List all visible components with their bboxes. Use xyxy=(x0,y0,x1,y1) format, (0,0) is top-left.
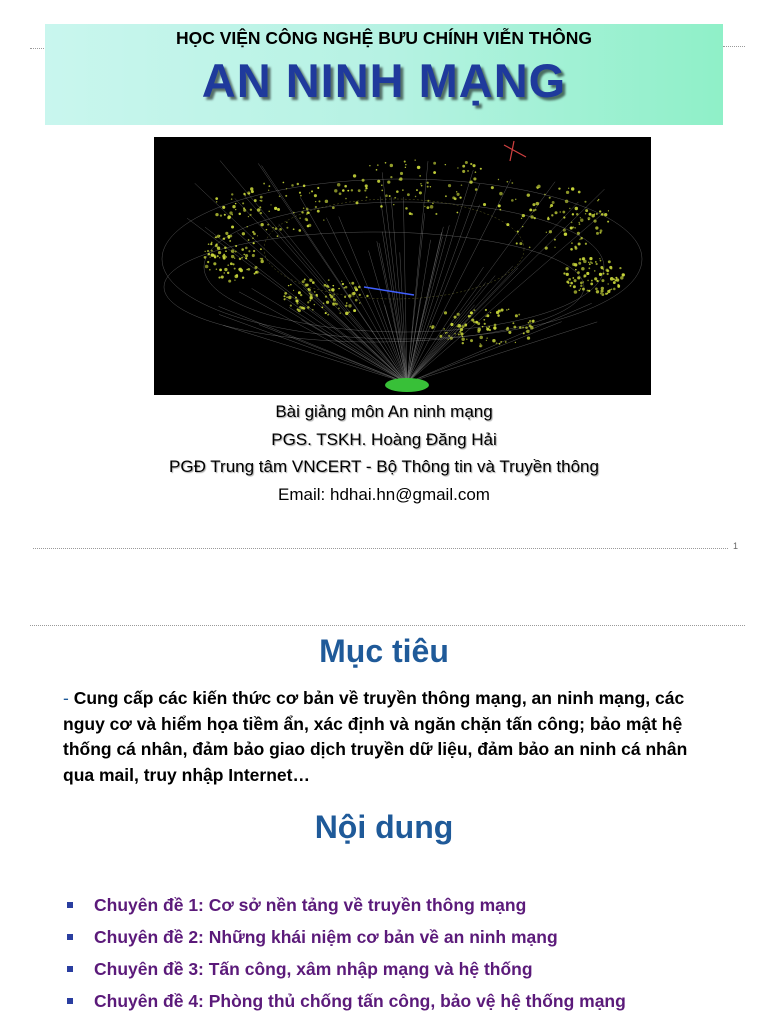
title-banner xyxy=(45,24,723,125)
content-heading: Nội dung xyxy=(314,809,454,845)
list-item xyxy=(63,925,753,957)
slide-footer-divider xyxy=(33,548,728,549)
list-item xyxy=(63,957,753,989)
square-bullet-icon xyxy=(67,902,73,908)
topic-label: Chuyên đề 1: Cơ sở nền tảng về truyền thông mạng xyxy=(94,895,527,915)
slide-top-divider xyxy=(30,625,745,626)
goals-dash: - xyxy=(63,688,69,708)
course-name: Bài giảng môn An ninh mạng xyxy=(275,402,493,421)
list-item xyxy=(63,989,753,1021)
author-position: PGĐ Trung tâm VNCERT - Bộ Thông tin và Truyền thông xyxy=(169,457,599,476)
divider-right xyxy=(723,46,745,47)
topic-label: Chuyên đề 2: Những khái niệm cơ bản về an ninh mạng xyxy=(94,927,558,947)
organization-name: HỌC VIỆN CÔNG NGHỆ BƯU CHÍNH VIỄN THÔNG xyxy=(175,28,593,48)
topic-label: Chuyên đề 4: Phòng thủ chống tấn công, bảo vệ hệ thống mạng xyxy=(94,991,626,1011)
list-item xyxy=(63,893,753,925)
square-bullet-icon xyxy=(67,998,73,1004)
topic-label: Chuyên đề 3: Tấn công, xâm nhập mạng và hệ thống xyxy=(94,959,533,979)
page-number: 1 xyxy=(733,541,739,551)
network-visualization-image xyxy=(154,137,651,395)
network-graph-illustration xyxy=(154,137,651,395)
square-bullet-icon xyxy=(67,966,73,972)
square-bullet-icon xyxy=(67,934,73,940)
slide-title: AN NINH MẠNG xyxy=(201,54,567,107)
author-email: Email: hdhai.hn@gmail.com xyxy=(278,485,490,504)
author-name: PGS. TSKH. Hoàng Đăng Hải xyxy=(271,430,497,449)
goals-text: Cung cấp các kiến thức cơ bản về truyền thông mạng, an ninh mạng, các nguy cơ và hiểm họa tiềm ẩn, xác định và ngăn chặn tấn công; bảo mật hệ thống cá nhân, đảm bảo giao dịch truyền dữ liệu, đảm bảo an ninh cá nhân qua mail, truy nhập Internet… xyxy=(63,688,688,785)
topic-list xyxy=(63,893,753,1021)
goals-heading: Mục tiêu xyxy=(319,633,449,669)
goals-paragraph xyxy=(63,686,723,788)
